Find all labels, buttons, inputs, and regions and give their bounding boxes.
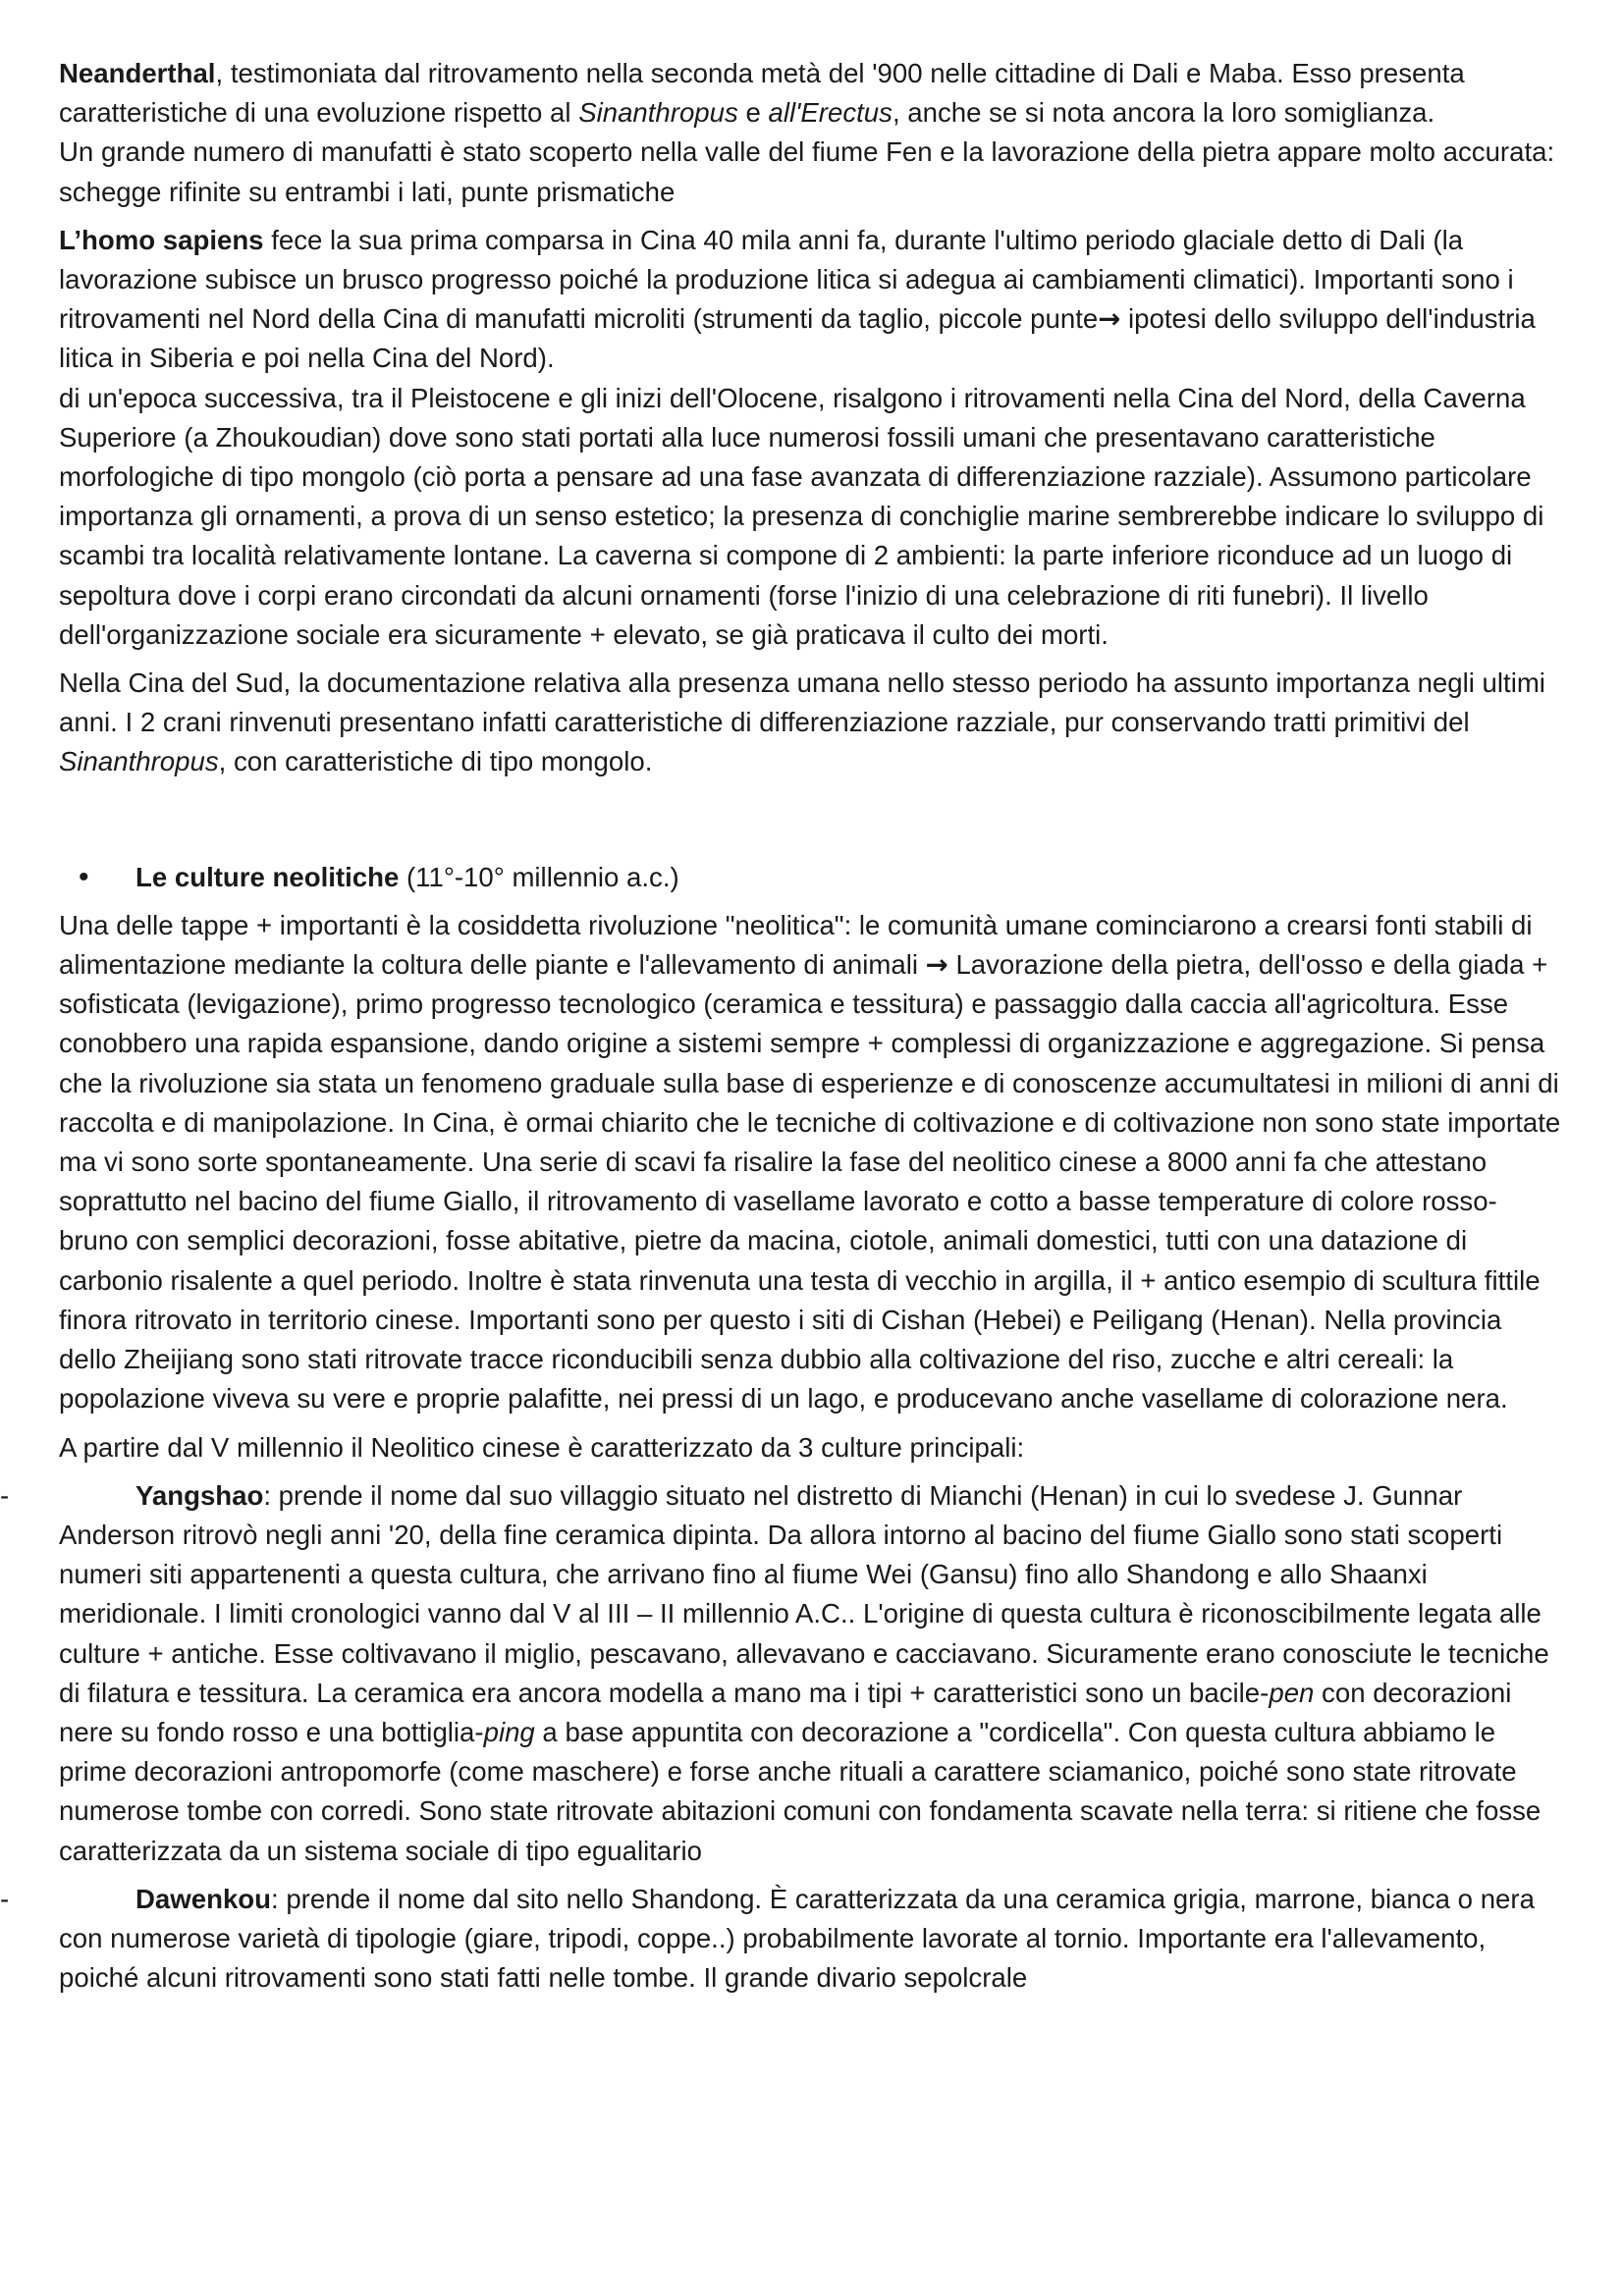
- section-heading-neolitiche: [59, 858, 1564, 897]
- italic-term: ping: [483, 1716, 535, 1747]
- paragraph-rivoluzione-neolitica: [59, 906, 1564, 1419]
- list-item-yangshao: [0, 1476, 1564, 1871]
- paragraph-neanderthal: [59, 54, 1564, 133]
- italic-term: Sinanthropus: [578, 97, 738, 129]
- text-run: fece la sua prima comparsa in Cina 40 mila anni fa, durante l'ultimo periodo glaciale detto di Dali (la lavorazione subisce un brusco progresso poiché la produzione litica si adegua ai cambiamenti climatici). Importanti sono i ritrovamenti nel Nord della Cina di manufatti microliti (strumenti da taglio, piccole punte: [59, 224, 1514, 335]
- text-run: a base appuntita con decorazione a "cordicella". Con questa cultura abbiamo le prime decorazioni antropomorfe (come maschere) e forse anche rituali a carattere sciamanico, poiché sono state ritrovate numerose tombe con corredi. Sono state ritrovate abitazioni comuni con fondamenta scavate nella terra: si ritiene che fosse caratterizzata da un sistema sociale di tipo egualitario: [59, 1716, 1542, 1866]
- italic-term: all'Erectus: [768, 97, 893, 129]
- paragraph-fen-valley: Un grande numero di manufatti è stato scoperto nella valle del fiume Fen e la lavorazione della pietra appare molto accurata: schegge rifinite su entrambi i lati, punte prismatiche: [59, 136, 1555, 207]
- bold-term: L’homo sapiens: [59, 224, 264, 255]
- arrow-right-icon: →: [1098, 302, 1121, 336]
- paragraph-tre-culture: A partire dal V millennio il Neolitico cinese è caratterizzato da 3 culture principali:: [59, 1431, 1025, 1463]
- italic-term: Sinanthropus: [59, 746, 219, 777]
- text-run: Lavorazione della pietra, dell'osso e della giada + sofisticata (levigazione), primo progresso tecnologico (ceramica e tessitura) e passaggio dalla caccia all'agricoltura. Esse conobbero una rapida espansione, dando origine a sistemi sempre + complessi di organizzazione e aggregazione. Si pensa che la rivoluzione sia stata un fenomeno graduale sulla base di esperienze e di conoscenze accumultatesi in milioni di anni di raccolta e di manipolazione. In Cina, è ormai chiarito che le tecniche di coltivazione e di coltivazione non sono state importate ma vi sono sorte spontaneamente. Una serie di scavi fa risalire la fase del neolitico cinese a 8000 anni fa che attestano soprattutto nel bacino del fiume Giallo, il ritrovamento di vasellame lavorato e cotto a basse temperature di colore rosso-bruno con semplici decorazioni, fosse abitative, pietre da macina, ciotole, animali domestici, tutti con una datazione di carbonio risalente a quel periodo. Inoltre è stata rinvenuta una testa di vecchio in argilla, il + antico esempio di scultura fittile finora ritrovato in territorio cinese. Importanti sono per questo i siti di Cishan (Hebei) e Peiligang (Henan). Nella provincia dello Zheijiang sono stati ritrovate tracce riconducibili senza dubbio alla coltivazione del riso, zucche e altri cereali: la popolazione viveva su vere e proprie palafitte, nei pressi di un lago, e producevano anche vasellame di colorazione nera.: [59, 949, 1561, 1415]
- text-run: ipotesi dello sviluppo dell'industria litica in Siberia e poi nella Cina del Nord).: [59, 303, 1536, 374]
- text-run: Nella Cina del Sud, la documentazione relativa alla presenza umana nello stesso periodo ha assunto importanza negli ultimi anni. I 2 crani rinvenuti presentano infatti caratteristiche di differenziazione razziale, pur conservando tratti primitivi del: [59, 667, 1545, 738]
- text-run: , anche se si nota ancora la loro somiglianza.: [892, 97, 1435, 129]
- text-run: : prende il nome dal sito nello Shandong. È caratterizzata da una ceramica grigia, marrone, bianca o nera con numerose varietà di tipologie (giare, tripodi, coppe..) probabilmente lavorate al tornio. Importante era l'allevamento, poiché alcuni ritrovamenti sono stati fatti nelle tombe. Il grande divario sepolcrale: [59, 1883, 1535, 1994]
- text-run: , testimoniata dal ritrovamento nella seconda metà del '900 nelle cittadine di Dali e Maba. Esso presenta caratteristiche di una evoluzione rispetto al: [59, 58, 1465, 129]
- paragraph-cina-del-sud: [59, 664, 1564, 782]
- dash-marker: -: [0, 1479, 10, 1511]
- arrow-right-icon: →: [925, 948, 948, 982]
- heading-subtitle: (11°-10° millennio a.c.): [399, 861, 679, 892]
- bold-term: Yangshao: [135, 1479, 264, 1511]
- italic-term: pen: [1269, 1677, 1315, 1708]
- bullet-icon: •: [79, 860, 89, 893]
- text-run: : prende il nome dal suo villaggio situato nel distretto di Mianchi (Henan) in cui lo svedese J. Gunnar Anderson ritrovò negli anni '20, della fine ceramica dipinta. Da allora intorno al bacino del fiume Giallo sono stati scoperti numeri siti appartenenti a questa cultura, che arrivano fino al fiume Wei (Gansu) fino allo Shandong e allo Shaanxi meridionale. I limiti cronologici vanno dal V al III – II millennio A.C.. L'origine di questa cultura è riconoscibilmente legata alle culture + antiche. Esse coltivavano il miglio, pescavano, allevavano e cacciavano. Sicuramente erano conosciute le tecniche di filatura e tessitura. La ceramica era ancora modella a mano ma i tipi + caratteristici sono un bacile-: [59, 1479, 1549, 1708]
- text-run: Una delle tappe + importanti è la cosiddetta rivoluzione "neolitica": le comunità umane cominciarono a crearsi fonti stabili di alimentazione mediante la coltura delle piante e l'allevamento di animali: [59, 909, 1533, 981]
- paragraph-homo-sapiens: [59, 221, 1564, 379]
- paragraph-caverna-superiore: di un'epoca successiva, tra il Pleistocene e gli inizi dell'Olocene, risalgono i ritrovamenti nella Cina del Nord, della Caverna Superiore (a Zhoukoudian) dove sono stati portati alla luce numerosi fossili umani che presentavano caratteristiche morfologiche di tipo mongolo (ciò porta a pensare ad una fase avanzata di differenziazione razziale). Assumono particolare importanza gli ornamenti, a prova di un senso estetico; la presenza di conchiglie marine sembrerebbe indicare lo sviluppo di scambi tra località relativamente lontane. La caverna si compone di 2 ambienti: la parte inferiore riconduce ad un luogo di sepoltura dove i corpi erano circondati da alcuni ornamenti (forse l'inizio di una celebrazione di riti funebri). Il livello dell'organizzazione sociale era sicuramente + elevato, se già praticava il culto dei morti.: [59, 382, 1544, 650]
- bold-term: Dawenkou: [135, 1883, 271, 1914]
- bold-term: Neanderthal: [59, 58, 216, 88]
- text-run: e: [737, 97, 769, 129]
- heading-title: Le culture neolitiche: [135, 861, 400, 892]
- text-run: con decorazioni nere su fondo rosso e una bottiglia-: [59, 1677, 1512, 1747]
- list-item-dawenkou: [0, 1880, 1564, 1999]
- dash-marker: -: [0, 1883, 10, 1914]
- text-run: , con caratteristiche di tipo mongolo.: [218, 746, 653, 777]
